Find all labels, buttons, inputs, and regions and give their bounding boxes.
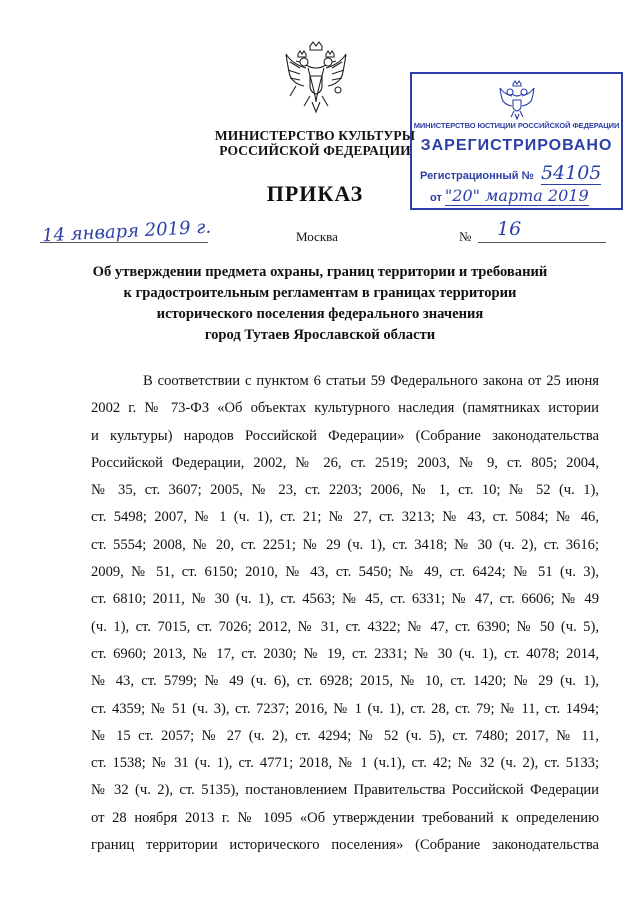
body-line: ст. 6810; 2011, № 30 (ч. 1), ст. 4563; № 45, ст. 6331; № 47, ст. 6606; № 49 <box>91 591 599 608</box>
stamp-registered-label: ЗАРЕГИСТРИРОВАНО <box>420 137 613 154</box>
date-underline <box>40 242 208 243</box>
document-type-title: ПРИКАЗ <box>266 181 364 206</box>
body-line: границ территории исторического поселения» (Собрание законодательства <box>91 837 599 854</box>
body-line: ст. 5554; 2008, № 20, ст. 2251; № 29 (ч. 1), ст. 3418; № 30 (ч. 2), ст. 3616; <box>91 536 599 553</box>
stamp-emblem-icon <box>498 80 536 120</box>
order-subject <box>60 262 580 346</box>
stamp-registration-row <box>420 162 601 184</box>
coat-of-arms-emblem <box>282 40 350 116</box>
ministry-line-1: МИНИСТЕРСТВО КУЛЬТУРЫ <box>214 128 416 143</box>
handwritten-date: 14 января 2019 г. <box>41 216 212 247</box>
body-line: В соответствии с пунктом 6 статьи 59 Федерального закона от 25 июня <box>143 373 599 389</box>
subject-line-1: Об утверждении предмета охраны, границ территории и требований <box>92 264 548 280</box>
body-line: и культуры) народов Российской Федерации» (Собрание законодательства <box>91 427 599 444</box>
stamp-date-prefix: от <box>430 192 442 204</box>
stamp-reg-number: 54105 <box>540 162 602 184</box>
body-line: № 43, ст. 5799; № 49 (ч. 6), ст. 6928; 2015, № 10, ст. 1420; № 29 (ч. 1), <box>91 673 599 690</box>
body-line: 2009, № 51, ст. 6150; 2010, № 43, ст. 5450; № 49, ст. 6424; № 51 (ч. 3), <box>91 564 599 581</box>
subject-line-3: исторического поселения федерального значения <box>156 306 484 322</box>
body-line: № 35, ст. 3607; 2005, № 23, ст. 2203; 2006, № 1, ст. 10; № 52 (ч. 1), <box>91 482 599 499</box>
body-line: ст. 5498; 2007, № 1 (ч. 1), ст. 21; № 27, ст. 3213; № 43, ст. 5084; № 46, <box>91 509 599 526</box>
body-line: № 15 ст. 2057; № 27 (ч. 2), ст. 4294; № 52 (ч. 5), ст. 7480; 2017, № 11, <box>91 727 599 744</box>
handwritten-number: 16 <box>497 218 522 240</box>
body-paragraph <box>91 368 599 859</box>
number-label: № <box>459 229 472 244</box>
subject-line-4: город Тутаев Ярославской области <box>204 327 436 343</box>
number-underline <box>478 242 606 243</box>
stamp-ministry-name: МИНИСТЕРСТВО ЮСТИЦИИ РОССИЙСКОЙ ФЕДЕРАЦИИ <box>413 121 620 130</box>
registration-stamp <box>410 72 623 210</box>
body-line: Российской Федерации, 2002, № 26, ст. 2519; 2003, № 9, ст. 805; 2004, <box>91 454 599 471</box>
body-line: ст. 6960; 2013, № 17, ст. 2030; № 19, ст. 2331; № 30 (ч. 1), ст. 4078; 2014, <box>91 645 599 662</box>
body-line: 2002 г. № 73-ФЗ «Об объектах культурного наследия (памятниках истории <box>91 400 599 417</box>
ministry-name <box>200 128 430 158</box>
ministry-line-2: РОССИЙСКОЙ ФЕДЕРАЦИИ <box>219 143 411 158</box>
city-label: Москва <box>296 229 338 244</box>
body-line: ст. 1538; № 31 (ч. 1), ст. 4771; 2018, № 1 (ч.1), ст. 42; № 32 (ч. 2), ст. 5133; <box>91 755 599 772</box>
stamp-reg-label: Регистрационный № <box>420 170 534 182</box>
stamp-date-value: "20" марта 2019 <box>444 186 589 205</box>
body-line: ст. 4359; № 51 (ч. 3), ст. 7237; 2016, № 1 (ч. 1), ст. 28, ст. 79; № 11, ст. 1494; <box>91 700 599 717</box>
body-line: от 28 ноября 2013 г. № 1095 «Об утверждении требований к определению <box>91 809 599 826</box>
subject-line-2: к градостроительным регламентам в границах территории <box>123 285 517 301</box>
body-line: № 32 (ч. 2), ст. 5135), постановлением Правительства Российской Федерации <box>91 782 599 799</box>
stamp-date-row <box>430 186 589 205</box>
body-line: (ч. 1), ст. 7015, ст. 7026; 2012, № 31, ст. 4322; № 47, ст. 6390; № 50 (ч. 5), <box>91 618 599 635</box>
